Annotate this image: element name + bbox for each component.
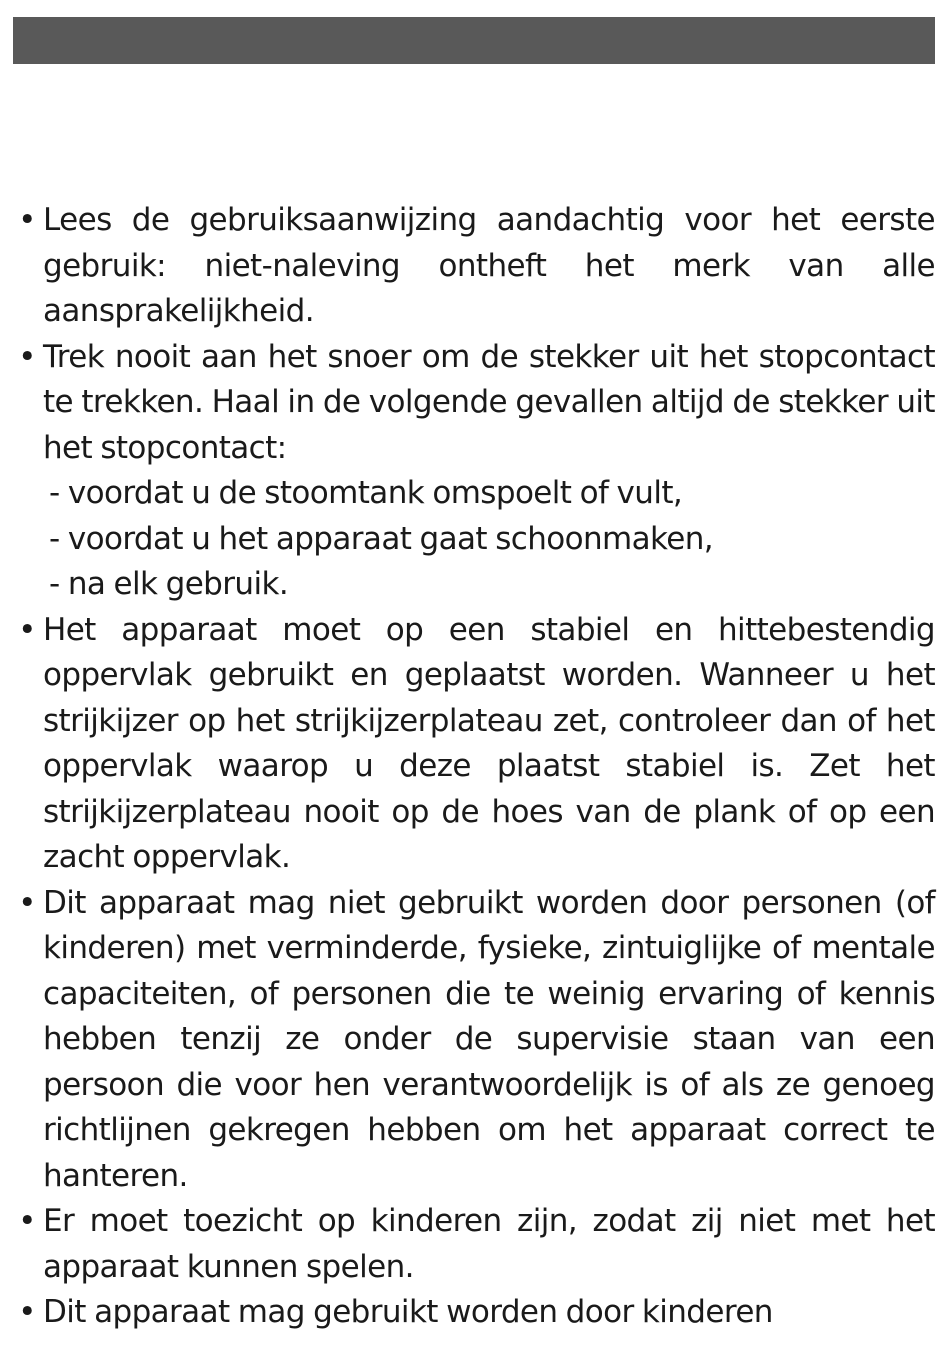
list-item <box>14 608 935 881</box>
list-item-text: Lees de gebruiksaanwijzing aandachtig voor het eerste gebruik: niet-naleving ontheft het merk van alle aansprakelijkheid. <box>43 202 935 329</box>
bullet-icon: • <box>18 202 36 238</box>
sub-list-item: - voordat u de stoomtank omspoelt of vult, <box>49 475 683 511</box>
list-item <box>14 881 935 1200</box>
list-item <box>14 1290 935 1336</box>
list-item <box>14 335 935 608</box>
list-item <box>14 1199 935 1290</box>
header-bar <box>13 17 935 64</box>
bullet-icon: • <box>18 884 36 921</box>
list-item-text: Trek nooit aan het snoer om de stekker uit het stopcontact te trekken. Haal in de volgende gevallen altijd de stekker uit het stopcontact: <box>43 338 935 466</box>
sub-list-item: - na elk gebruik. <box>49 566 289 602</box>
sub-list <box>43 471 935 608</box>
safety-instructions-list <box>14 198 935 1336</box>
bullet-icon: • <box>18 611 36 648</box>
list-item-text: Het apparaat moet op een stabiel en hittebestendig oppervlak gebruikt en geplaatst worden. Wanneer u het strijkijzer op het strijkijzerplateau zet, controleer dan of het oppervlak waarop u deze plaatst stabiel is. Zet het strijkijzerplateau nooit op de hoes van de plank of op een zacht oppervlak. <box>43 611 935 875</box>
list-item-text: Dit apparaat mag gebruikt worden door kinderen <box>43 1294 773 1330</box>
list-item-text: Dit apparaat mag niet gebruikt worden door personen (of kinderen) met verminderde, fysieke, zintuiglijke of mentale capaciteiten, of personen die te weinig ervaring of kennis hebben tenzij ze onder de supervisie staan van een persoon die voor hen verantwoordelijk is of als ze genoeg richtlijnen gekregen hebben om het apparaat correct te hanteren. <box>43 884 935 1194</box>
sub-list-item: - voordat u het apparaat gaat schoonmaken, <box>49 520 714 557</box>
bullet-icon: • <box>18 338 36 375</box>
bullet-icon: • <box>18 1203 36 1239</box>
document-body <box>14 198 935 1336</box>
list-item <box>14 198 935 335</box>
list-item-text: Er moet toezicht op kinderen zijn, zodat zij niet met het apparaat kunnen spelen. <box>43 1203 935 1285</box>
bullet-icon: • <box>18 1294 36 1330</box>
